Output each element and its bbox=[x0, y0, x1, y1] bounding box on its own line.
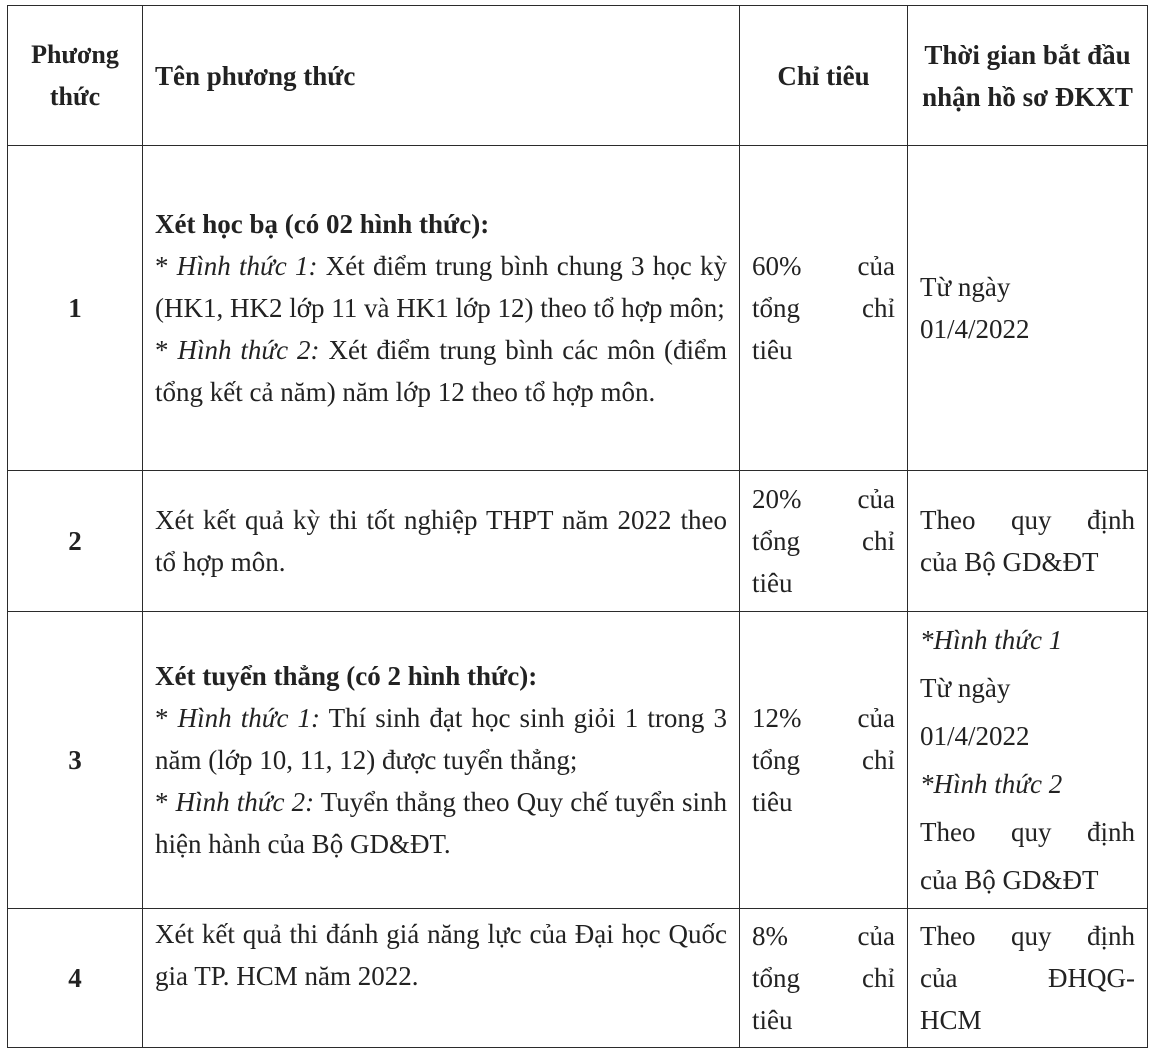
item-label: Hình thức 2: bbox=[177, 335, 320, 365]
method-item: * Hình thức 1: Xét điểm trung bình chung 3 học kỳ (HK1, HK2 lớp 11 và HK1 lớp 12) theo tổ hợp môn; bbox=[155, 251, 728, 323]
method-description bbox=[143, 471, 740, 612]
method-start-time bbox=[908, 146, 1148, 471]
time-line: Theo quy định bbox=[920, 505, 1135, 535]
method-description bbox=[143, 612, 740, 909]
quota-line: 60% của bbox=[752, 251, 895, 281]
quota-line: tổng chỉ bbox=[752, 293, 895, 323]
time-line: *Hình thức 1 bbox=[920, 625, 1063, 655]
table-row bbox=[8, 471, 1148, 612]
time-line: Theo quy định bbox=[920, 921, 1135, 951]
time-line: của Bộ GD&ĐT bbox=[920, 547, 1099, 577]
quota-line: tổng chỉ bbox=[752, 745, 895, 775]
quota-line: tổng chỉ bbox=[752, 526, 895, 556]
method-text: Xét kết quả thi đánh giá năng lực của Đại học Quốc gia TP. HCM năm 2022. bbox=[155, 919, 727, 991]
method-number: 4 bbox=[8, 909, 143, 1048]
method-start-time bbox=[908, 471, 1148, 612]
method-item: * Hình thức 2: Tuyển thẳng theo Quy chế tuyển sinh hiện hành của Bộ GD&ĐT. bbox=[155, 787, 727, 859]
quota-line: tiêu bbox=[752, 335, 793, 365]
time-line: của ĐHQG- bbox=[920, 963, 1135, 993]
method-number: 1 bbox=[8, 146, 143, 471]
table-row bbox=[8, 146, 1148, 471]
time-line: 01/4/2022 bbox=[920, 721, 1030, 751]
time-line: Từ ngày bbox=[920, 673, 1011, 703]
method-item: * Hình thức 2: Xét điểm trung bình các môn (điểm tổng kết cả năm) năm lớp 12 theo tổ hợp môn. bbox=[155, 335, 728, 407]
method-title: Xét tuyển thẳng (có 2 hình thức): bbox=[155, 661, 538, 691]
method-quota bbox=[740, 909, 908, 1048]
header-method: Phương thức bbox=[8, 6, 143, 146]
quota-line: tiêu bbox=[752, 568, 793, 598]
quota-line: 20% của bbox=[752, 484, 895, 514]
item-label: Hình thức 1: bbox=[177, 703, 321, 733]
time-line: Từ ngày bbox=[920, 272, 1011, 302]
method-start-time bbox=[908, 909, 1148, 1048]
time-line: của Bộ GD&ĐT bbox=[920, 865, 1099, 895]
item-text: Tuyển thẳng theo Quy chế tuyển sinh hiện hành của Bộ GD&ĐT. bbox=[155, 787, 727, 859]
quota-line: 8% của bbox=[752, 921, 895, 951]
method-quota bbox=[740, 612, 908, 909]
table-row bbox=[8, 909, 1148, 1048]
method-start-time bbox=[908, 612, 1148, 909]
time-line: Theo quy định bbox=[920, 817, 1135, 847]
method-number: 3 bbox=[8, 612, 143, 909]
quota-line: tổng chỉ bbox=[752, 963, 895, 993]
header-row bbox=[8, 6, 1148, 146]
method-description bbox=[143, 909, 740, 1048]
time-line: HCM bbox=[920, 1005, 982, 1035]
time-line: *Hình thức 2 bbox=[920, 769, 1063, 799]
method-quota bbox=[740, 146, 908, 471]
method-title: Xét học bạ (có 02 hình thức): bbox=[155, 209, 490, 239]
table-row bbox=[8, 612, 1148, 909]
item-label: Hình thức 1: bbox=[176, 251, 318, 281]
method-item: * Hình thức 1: Thí sinh đạt học sinh giỏi 1 trong 3 năm (lớp 10, 11, 12) được tuyển thẳng; bbox=[155, 703, 727, 775]
method-text: Xét kết quả kỳ thi tốt nghiệp THPT năm 2022 theo tổ hợp môn. bbox=[155, 505, 727, 577]
method-quota bbox=[740, 471, 908, 612]
method-number: 2 bbox=[8, 471, 143, 612]
header-start-time: Thời gian bắt đầu nhận hồ sơ ĐKXT bbox=[908, 6, 1148, 146]
admission-methods-table bbox=[7, 5, 1148, 1048]
item-text: Xét điểm trung bình chung 3 học kỳ (HK1, HK2 lớp 11 và HK1 lớp 12) theo tổ hợp môn; bbox=[155, 251, 728, 323]
method-description bbox=[143, 146, 740, 471]
header-method-name: Tên phương thức bbox=[143, 6, 740, 146]
item-text: Xét điểm trung bình các môn (điểm tổng kết cả năm) năm lớp 12 theo tổ hợp môn. bbox=[155, 335, 728, 407]
item-text: Thí sinh đạt học sinh giỏi 1 trong 3 năm (lớp 10, 11, 12) được tuyển thẳng; bbox=[155, 703, 727, 775]
header-quota: Chỉ tiêu bbox=[740, 6, 908, 146]
item-label: Hình thức 2: bbox=[175, 787, 315, 817]
quota-line: tiêu bbox=[752, 787, 793, 817]
quota-line: 12% của bbox=[752, 703, 895, 733]
quota-line: tiêu bbox=[752, 1005, 793, 1035]
time-line: 01/4/2022 bbox=[920, 314, 1030, 344]
